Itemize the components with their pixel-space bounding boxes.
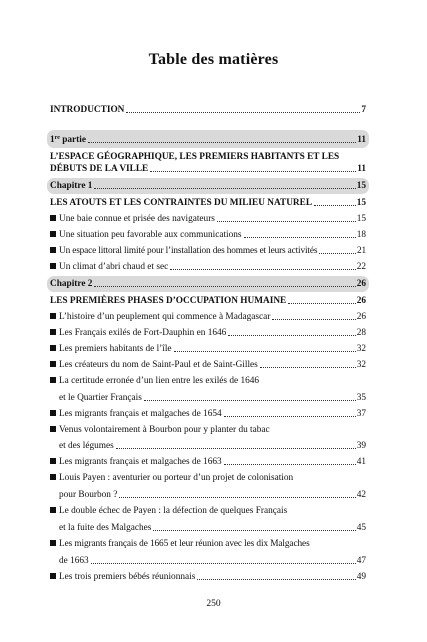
dot-leader (119, 497, 355, 498)
toc-entry-migrants-1663[interactable] (50, 456, 366, 468)
toc-entry-situation[interactable] (50, 229, 366, 241)
dot-leader (272, 319, 355, 320)
toc-entry-page: 18 (356, 230, 366, 240)
toc-entry-page: 15 (356, 181, 366, 191)
dot-leader (244, 237, 356, 238)
toc-entry-page: 15 (356, 214, 366, 224)
square-bullet-icon (50, 313, 56, 319)
toc-entry-migrants-1654[interactable] (50, 408, 366, 420)
dot-leader (116, 448, 356, 449)
row-highlight (47, 130, 369, 148)
toc-entry-page: 28 (356, 328, 366, 338)
toc-entry-page: 32 (356, 360, 366, 370)
toc-entry-certitude[interactable] (50, 375, 366, 404)
dot-leader (260, 367, 356, 368)
square-bullet-icon (50, 474, 56, 480)
toc-entry-page: 26 (356, 312, 366, 322)
toc-entry-trois-bebes[interactable] (50, 571, 366, 583)
toc-entry-label-line1: La certitude erronée d’un lien entre les exilés de 1646 (50, 375, 366, 387)
toc-entry-label: Les Français exilés de Fort-Dauphin en 1646 (50, 327, 226, 339)
toc-entry-label: et la fuite des Malgaches (59, 523, 152, 533)
dot-leader (224, 416, 356, 417)
square-bullet-icon (50, 540, 56, 546)
toc-entry-label: Une baie connue et prisée des navigateurs (50, 213, 215, 225)
toc-entry-label: Les trois premiers bébés réunionnais (50, 571, 195, 583)
square-bullet-icon (50, 507, 56, 513)
dot-leader (126, 112, 360, 113)
dot-leader (314, 205, 356, 206)
dot-leader (91, 563, 356, 564)
toc-entry-page: 45 (356, 523, 366, 533)
page-title: Table des matières (148, 51, 279, 68)
toc-entry-baie[interactable] (50, 213, 366, 225)
toc-entry-label: Les créateurs du nom de Saint-Paul et de Saint-Gilles (50, 359, 258, 371)
toc-entry-label-line1: L’ESPACE GÉOGRAPHIQUE, LES PREMIERS HABITANTS ET LES (50, 152, 340, 162)
toc-entry-page: 41 (356, 457, 366, 467)
square-bullet-icon (50, 458, 56, 464)
toc-entry-page: 49 (356, 572, 366, 582)
dot-leader (94, 286, 355, 287)
toc-entry-introduction[interactable] (50, 104, 366, 116)
dot-leader (170, 269, 356, 270)
row-highlight (47, 276, 369, 292)
toc-entry-page: 26 (356, 296, 366, 306)
toc-entry-francais-exiles[interactable] (50, 327, 366, 339)
toc-entry-label: Les migrants français et malgaches de 1663 (50, 456, 222, 468)
square-bullet-icon (50, 247, 56, 253)
toc-entry-label: Un climat d’abri chaud et sec (50, 261, 168, 273)
toc-entry-page: 26 (356, 279, 366, 289)
toc-entry-page: 32 (356, 344, 366, 354)
toc-entry-createurs[interactable] (50, 359, 366, 371)
toc-entry-label-line1: Louis Payen : aventurier ou porteur d’un projet de colonisation (50, 472, 366, 484)
toc-entry-label: L’histoire d’un peuplement qui commence à Madagascar (50, 311, 270, 323)
toc-entry-label: 1re partie (50, 135, 86, 145)
toc-entry-premiers-habitants[interactable] (50, 343, 366, 355)
dot-leader (217, 221, 356, 222)
toc-entry-climat[interactable] (50, 261, 366, 273)
toc-entry-label: Un espace littoral limité pour l’installation des hommes et leurs activités (50, 245, 317, 257)
dot-leader (153, 530, 355, 531)
toc-entry-label: Chapitre 2 (50, 279, 93, 289)
dot-leader (144, 400, 356, 401)
square-bullet-icon (50, 377, 56, 383)
toc-entry-page: 11 (357, 135, 366, 145)
toc-entry-histoire[interactable] (50, 311, 366, 323)
table-of-contents (50, 104, 366, 583)
toc-entry-chapitre-2[interactable] (50, 278, 366, 290)
square-bullet-icon (50, 410, 56, 416)
square-bullet-icon (50, 361, 56, 367)
toc-entry-page: 47 (356, 556, 366, 566)
toc-entry-espace-geographique[interactable] (50, 151, 366, 175)
dot-leader (94, 188, 355, 189)
toc-entry-venus-volontairement[interactable] (50, 424, 366, 452)
square-bullet-icon (50, 263, 56, 269)
toc-entry-chapitre-1[interactable] (50, 180, 366, 192)
toc-entry-label: INTRODUCTION (50, 105, 125, 115)
toc-entry-premieres-phases[interactable] (50, 295, 366, 307)
toc-entry-page: 11 (357, 164, 366, 174)
toc-entry-part-1[interactable] (50, 132, 366, 146)
toc-entry-label: LES ATOUTS ET LES CONTRAINTES DU MILIEU NATUREL (50, 198, 313, 208)
toc-entry-label: et des légumes (59, 441, 114, 451)
toc-entry-label: Les premiers habitants de l’île (50, 343, 172, 355)
page-number: 250 (206, 599, 221, 609)
dot-leader (150, 171, 356, 172)
toc-entry-louis-payen[interactable] (50, 472, 366, 501)
toc-entry-label: LES PREMIÈRES PHASES D’OCCUPATION HUMAINE (50, 296, 287, 306)
toc-entry-page: 15 (356, 198, 366, 208)
toc-entry-label: Chapitre 1 (50, 181, 93, 191)
toc-entry-page: 37 (356, 409, 366, 419)
toc-entry-page: 35 (356, 393, 366, 403)
toc-entry-label: de 1663 (59, 556, 89, 566)
toc-entry-page: 7 (361, 105, 366, 115)
toc-entry-label: et le Quartier Français (59, 393, 142, 403)
toc-entry-label-line1: Les migrants français de 1665 et leur réunion avec les dix Malgaches (50, 538, 366, 550)
toc-entry-label: Les migrants français et malgaches de 1654 (50, 408, 222, 420)
toc-entry-page: 22 (356, 262, 366, 272)
row-highlight (47, 178, 369, 194)
toc-entry-label: Une situation peu favorable aux communications (50, 229, 242, 241)
dot-leader (174, 351, 356, 352)
toc-entry-double-echec[interactable] (50, 505, 366, 534)
square-bullet-icon (50, 329, 56, 335)
toc-entry-label-line1: Le double échec de Payen : la défection de quelques Français (50, 505, 366, 517)
square-bullet-icon (50, 345, 56, 351)
toc-entry-label: DÉBUTS DE LA VILLE (50, 164, 149, 174)
dot-leader (319, 253, 356, 254)
dot-leader (197, 579, 355, 580)
toc-entry-migrants-1665[interactable] (50, 538, 366, 567)
dot-leader (224, 464, 356, 465)
square-bullet-icon (50, 231, 56, 237)
toc-entry-atouts[interactable] (50, 197, 366, 209)
square-bullet-icon (50, 426, 56, 432)
dot-leader (228, 335, 355, 336)
toc-entry-label-line1: Venus volontairement à Bourbon pour y planter du tabac (50, 424, 366, 436)
toc-entry-espace-littoral[interactable] (50, 245, 366, 257)
toc-entry-page: 21 (357, 246, 366, 256)
square-bullet-icon (50, 573, 56, 579)
toc-entry-page: 39 (356, 441, 366, 451)
square-bullet-icon (50, 215, 56, 221)
dot-leader (88, 142, 356, 143)
dot-leader (288, 303, 355, 304)
toc-entry-page: 42 (356, 490, 366, 500)
toc-entry-label: pour Bourbon ? (59, 490, 118, 500)
